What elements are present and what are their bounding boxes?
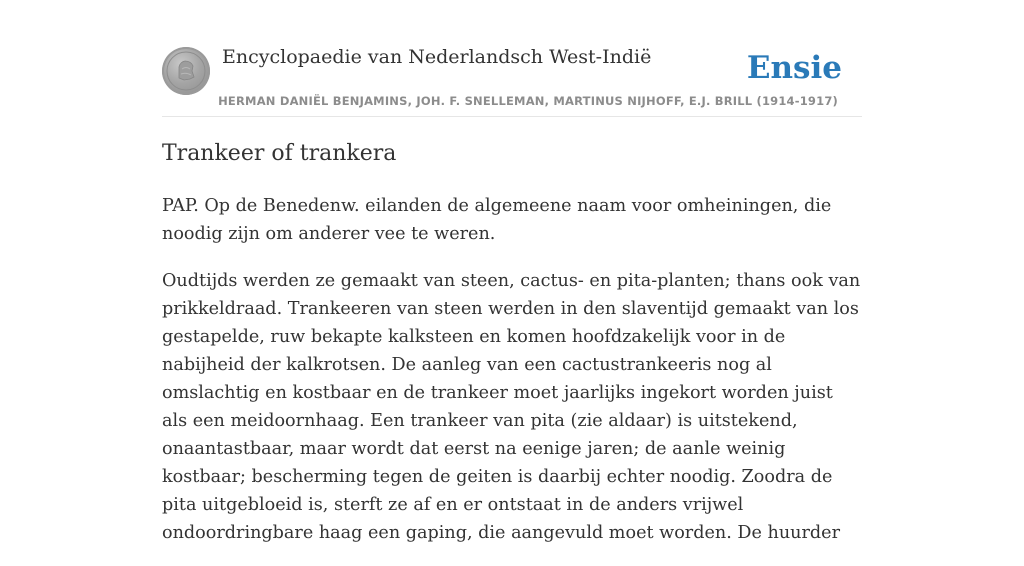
authors-line: HERMAN DANIËL BENJAMINS, JOH. F. SNELLEMAN, MARTINUS NIJHOFF, E.J. BRILL (1914-1917) bbox=[218, 94, 838, 108]
entry-paragraph: PAP. Op de Benedenw. eilanden de algemeene naam voor omheiningen, die noodig zijn om anderer vee te weren. bbox=[162, 196, 832, 244]
coin-seal-icon[interactable] bbox=[162, 47, 210, 95]
coin-seal-graphic bbox=[162, 47, 210, 95]
entry-content bbox=[162, 192, 862, 566]
entry-title: Trankeer of trankera bbox=[162, 141, 397, 166]
header bbox=[162, 44, 862, 117]
book-title[interactable]: Encyclopaedie van Nederlandsch West-Indië bbox=[222, 46, 652, 68]
entry-paragraph: Oudtijds werden ze gemaakt van steen, cactus- en pita-planten; thans ook van prikkeldraad. Trankeeren van steen werden in den slaventijd gemaakt van los gestapelde, ruw bekapte kalksteen en komen hoofdzakelijk voor in de nabijheid der kalkrotsen. De aanleg van een cactustrankeeris nog al omslachtig en kostbaar en de trankeer moet jaarlijks ingekort worden juist als een meidoornhaag. Een trankeer van pita (zie aldaar) is uitstekend, onaantastbaar, maar wordt dat eerst na eenige jaren; de aanle weinig kostbaar; bescherming tegen de geiten is daarbij echter noodig. Zoodra de pita uitgebloeid is, sterft ze af en er ontstaat in de anders vrijwel ondoordringbare haag een gaping, die aangevuld moet worden. De huurder bbox=[162, 271, 861, 543]
brand-logo[interactable]: Ensie bbox=[746, 50, 842, 86]
